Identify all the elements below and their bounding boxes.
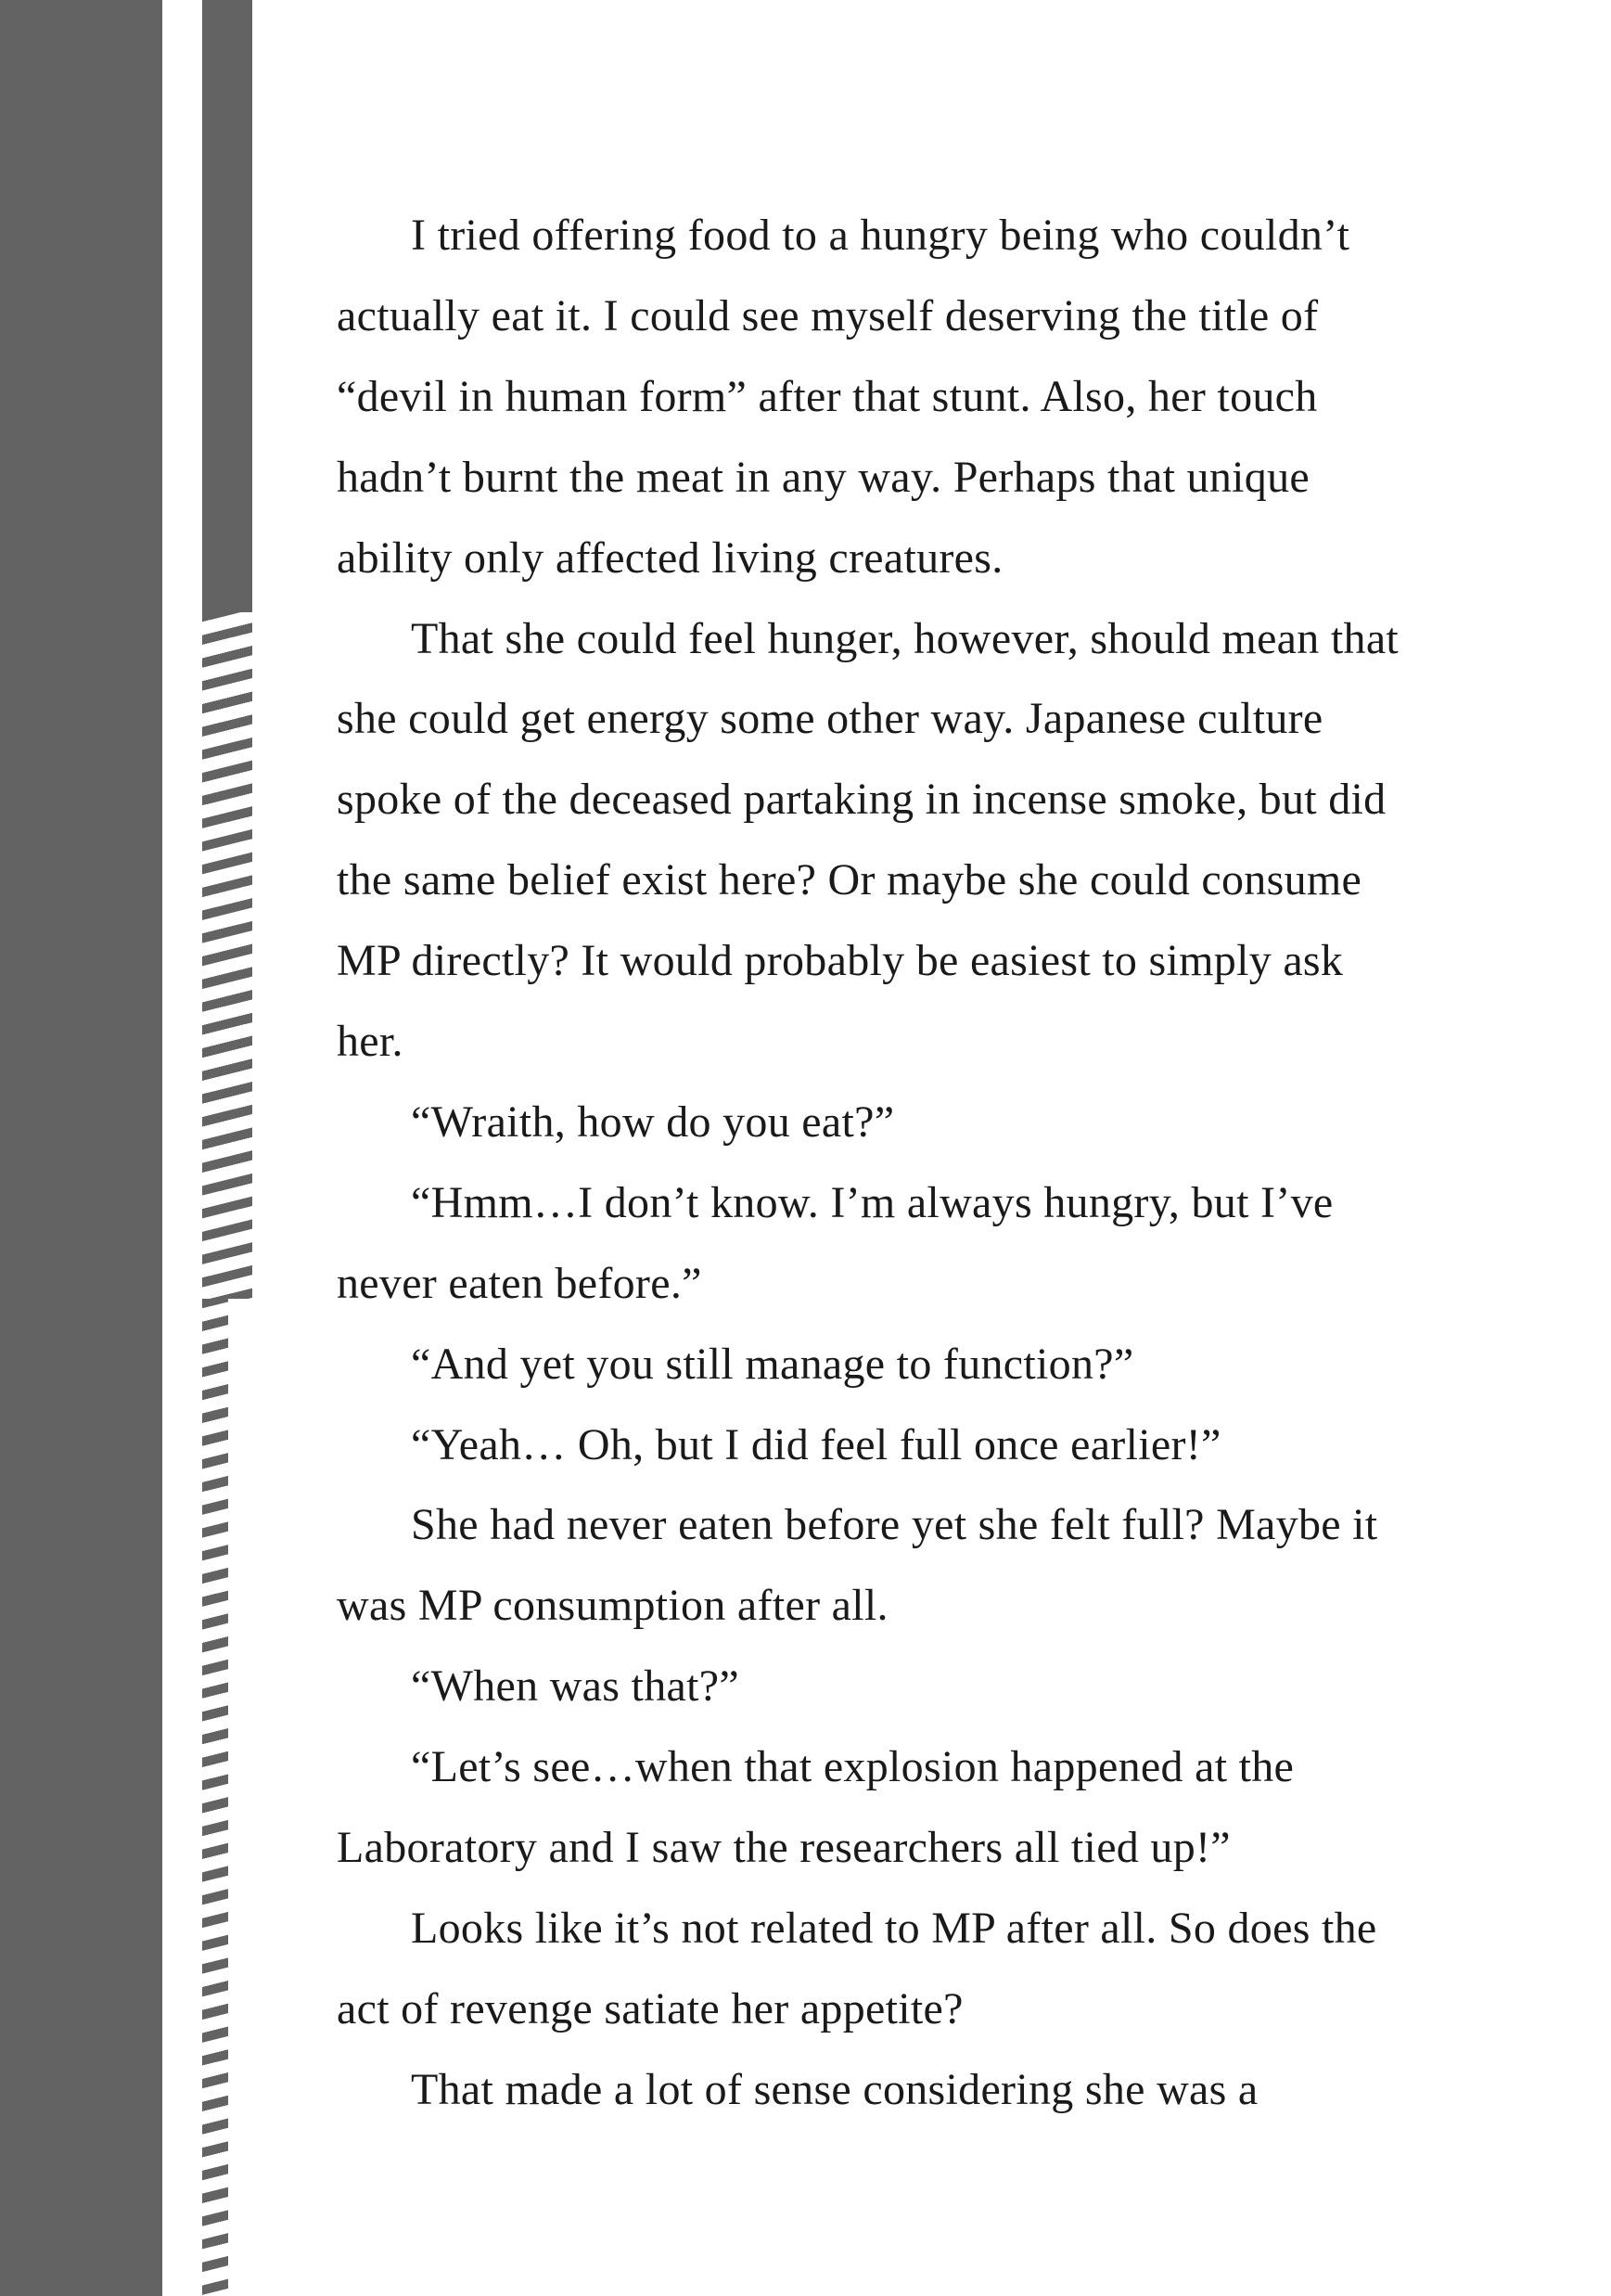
text-line: spoke of the deceased partaking in incense smoke, but did — [337, 775, 1387, 825]
text-line: was MP consumption after all. — [337, 1581, 889, 1631]
text-line: ability only affected living creatures. — [337, 532, 1004, 583]
text-line: the same belief exist here? Or maybe she could consume — [337, 855, 1362, 905]
text-line: I tried offering food to a hungry being who couldn’t — [411, 211, 1350, 260]
margin-stripe-pattern-lower — [202, 1299, 228, 2296]
text-line: actually eat it. I could see myself deserving the title of — [337, 290, 1319, 340]
text-line: That made a lot of sense considering she was a — [411, 2064, 1259, 2114]
text-line: Laboratory and I saw the researchers all tied up!” — [337, 1823, 1231, 1872]
margin-accent-bar — [202, 0, 252, 612]
text-line: she could get energy some other way. Japanese culture — [337, 694, 1323, 744]
margin-stripe-pattern — [202, 612, 252, 1299]
text-line: “Hmm…I don’t know. I’m always hungry, but I’ve — [411, 1177, 1334, 1227]
text-line: hadn’t burnt the meat in any way. Perhaps that unique — [337, 452, 1310, 502]
text-line: “Yeah… Oh, but I did feel full once earlier!” — [411, 1419, 1221, 1469]
text-line: That she could feel hunger, however, should mean that — [411, 613, 1400, 663]
text-line: “Wraith, how do you eat?” — [411, 1097, 895, 1147]
margin-bar — [0, 0, 162, 2296]
text-line: MP directly? It would probably be easiest to simply ask — [337, 936, 1344, 986]
text-line: She had never eaten before yet she felt full? Maybe it — [411, 1500, 1378, 1550]
text-line: Looks like it’s not related to MP after all. So does the — [411, 1903, 1377, 1953]
text-line: “And yet you still manage to function?” — [411, 1339, 1134, 1389]
text-line: never eaten before.” — [337, 1258, 702, 1308]
text-line: “When was that?” — [411, 1661, 739, 1712]
text-line: her. — [337, 1017, 403, 1066]
text-line: act of revenge satiate her appetite? — [337, 1983, 964, 2033]
text-line: “Let’s see…when that explosion happened at the — [411, 1742, 1295, 1792]
text-line: “devil in human form” after that stunt. Also, her touch — [337, 371, 1318, 421]
